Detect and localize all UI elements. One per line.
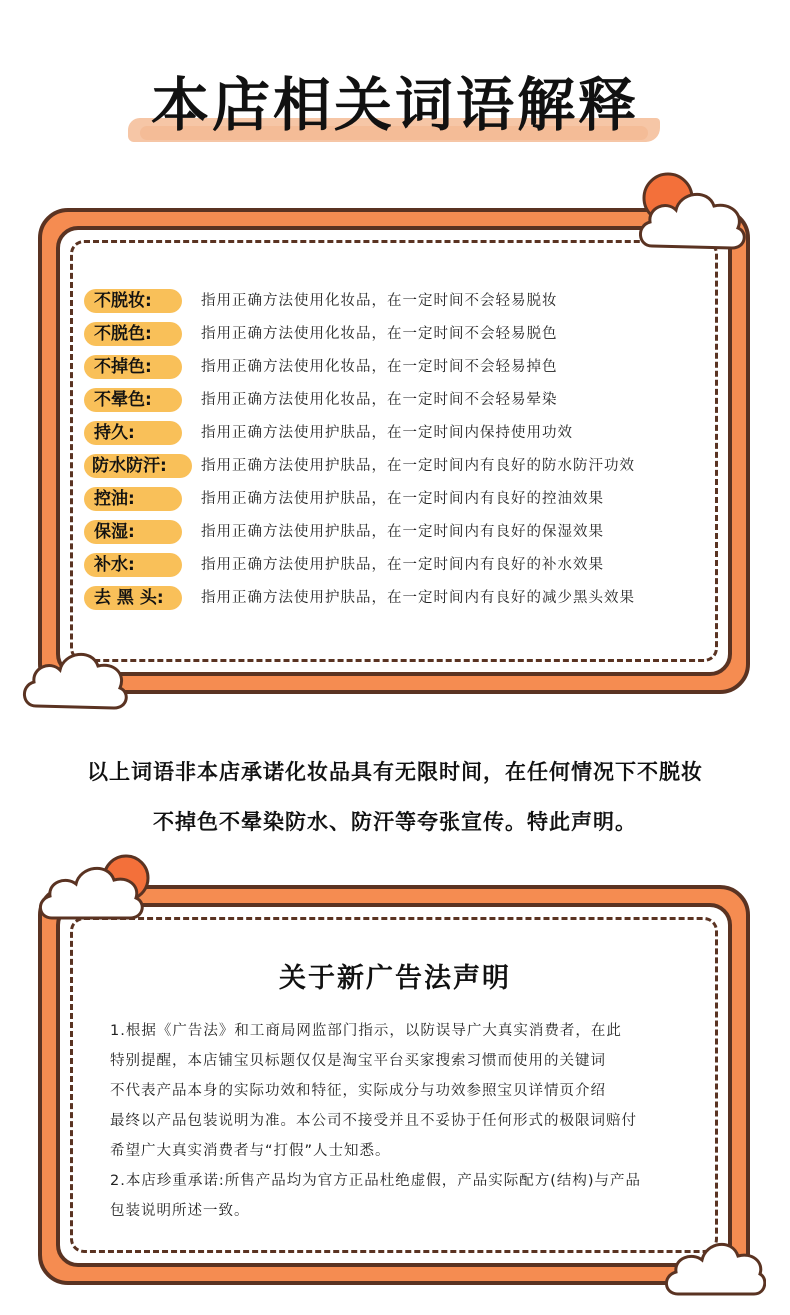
cloud-icon (662, 1228, 766, 1300)
terms-list (84, 286, 714, 616)
term-label: 不脱妆: (84, 289, 182, 313)
ad-law-line: 最终以产品包装说明为准。本公司不接受并且不妥协于任何形式的极限词赔付 (110, 1113, 637, 1129)
cloud-sun-icon (634, 168, 750, 258)
term-description: 指用正确方法使用护肤品，在一定时间内有良好的防水防汗功效 (201, 458, 635, 474)
term-row (84, 550, 714, 583)
term-description: 指用正确方法使用化妆品，在一定时间不会轻易掉色 (201, 359, 558, 375)
ad-law-title: 关于新广告法声明 (279, 963, 511, 994)
term-label: 防水防汗: (84, 454, 192, 478)
title-section (0, 60, 790, 160)
cloud-icon (20, 630, 128, 714)
term-description: 指用正确方法使用化妆品，在一定时间不会轻易脱色 (201, 326, 558, 342)
term-description: 指用正确方法使用化妆品，在一定时间不会轻易脱妆 (201, 293, 558, 309)
term-row (84, 385, 714, 418)
term-label: 不脱色: (84, 322, 182, 346)
notice-line-2: 不掉色不晕染防水、防汗等夸张宣传。特此声明。 (153, 810, 637, 834)
term-row (84, 583, 714, 616)
ad-law-line: 希望广大真实消费者与“打假”人士知悉。 (110, 1143, 391, 1159)
term-label: 持久: (84, 421, 182, 445)
term-row (84, 418, 714, 451)
term-label: 补水: (84, 553, 182, 577)
term-description: 指用正确方法使用护肤品，在一定时间内有良好的保湿效果 (201, 524, 604, 540)
term-description: 指用正确方法使用护肤品，在一定时间内有良好的控油效果 (201, 491, 604, 507)
term-description: 指用正确方法使用护肤品，在一定时间内保持使用功效 (201, 425, 573, 441)
term-label: 控油: (84, 487, 182, 511)
term-row (84, 484, 714, 517)
term-row (84, 517, 714, 550)
cloud-sun-icon (36, 850, 156, 924)
ad-law-line: 不代表产品本身的实际功效和特征，实际成分与功效参照宝贝详情页介绍 (110, 1083, 606, 1099)
term-label: 不晕色: (84, 388, 182, 412)
ad-law-text (110, 1016, 700, 1226)
term-row (84, 319, 714, 352)
term-row (84, 286, 714, 319)
ad-law-line: 1.根据《广告法》和工商局网监部门指示，以防误导广大真实消费者，在此 (110, 1023, 622, 1039)
ad-law-line: 2.本店珍重承诺:所售产品均为官方正品杜绝虚假，产品实际配方(结构)与产品 (110, 1173, 642, 1189)
notice-line-1: 以上词语非本店承诺化妆品具有无限时间，在任何情况下不脱妆 (87, 760, 703, 784)
term-description: 指用正确方法使用化妆品，在一定时间不会轻易晕染 (201, 392, 558, 408)
term-row (84, 352, 714, 385)
ad-law-line: 包装说明所述一致。 (110, 1203, 250, 1219)
term-description: 指用正确方法使用护肤品，在一定时间内有良好的补水效果 (201, 557, 604, 573)
term-description: 指用正确方法使用护肤品，在一定时间内有良好的减少黑头效果 (201, 590, 635, 606)
term-label: 保湿: (84, 520, 182, 544)
ad-law-line: 特别提醒，本店铺宝贝标题仅仅是淘宝平台买家搜索习惯而使用的关键词 (110, 1053, 606, 1069)
term-label: 去 黑 头: (84, 586, 182, 610)
term-row (84, 451, 714, 484)
term-label: 不掉色: (84, 355, 182, 379)
page-title: 本店相关词语解释 (150, 71, 639, 139)
